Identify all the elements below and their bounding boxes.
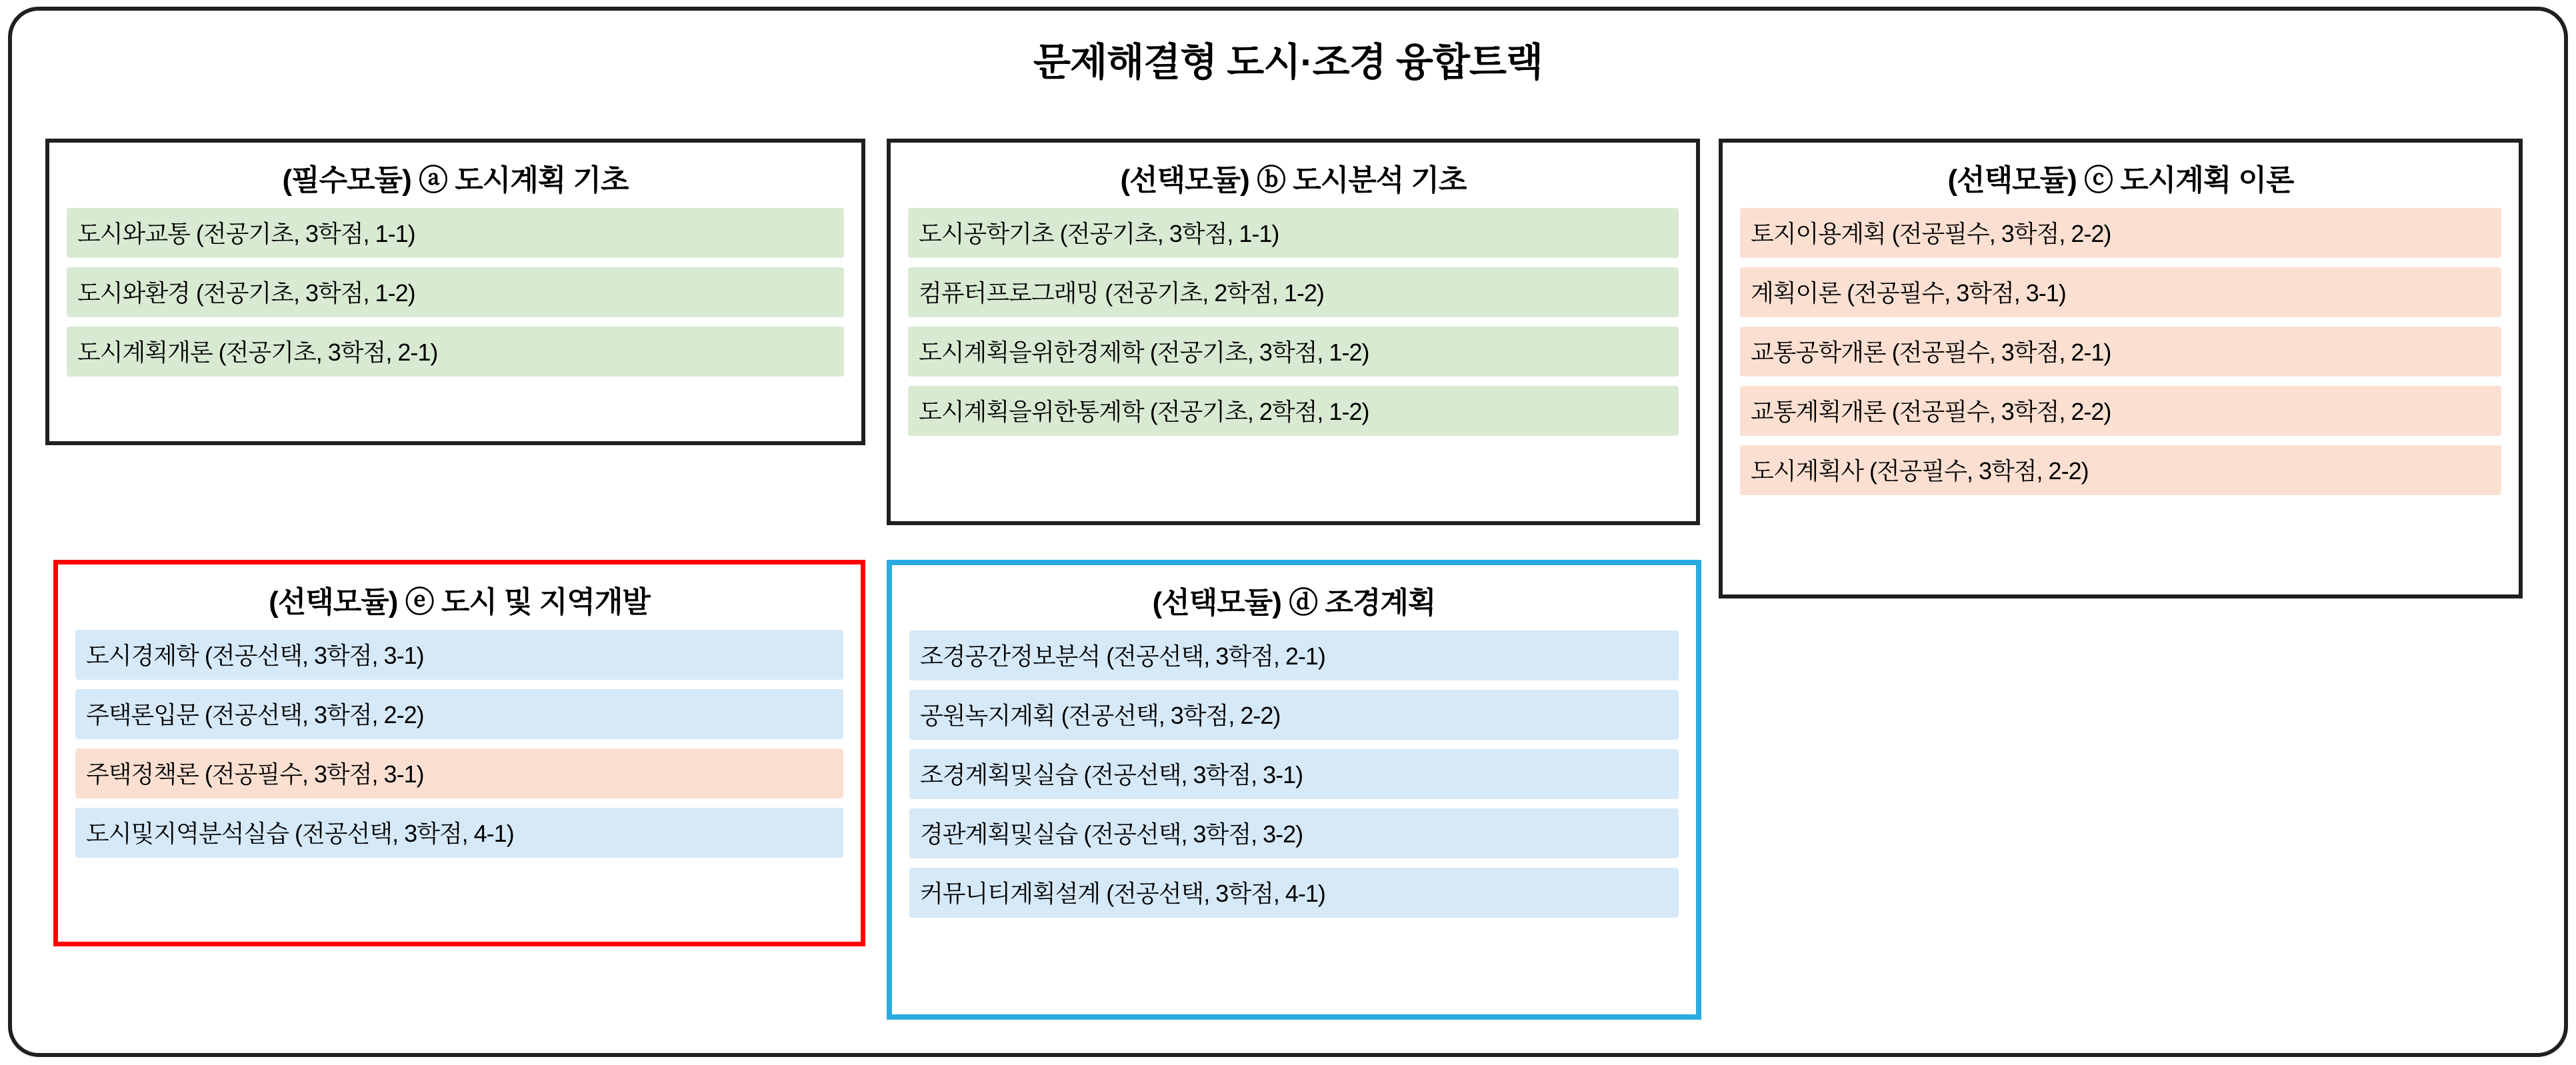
course-list-a [49, 208, 861, 391]
module-box-b [887, 139, 1700, 525]
module-box-a [45, 139, 865, 445]
course-item: 조경계획및실습 (전공선택, 3학점, 3-1) [909, 749, 1679, 799]
course-item: 도시계획을위한통계학 (전공기초, 2학점, 1-2) [908, 386, 1679, 436]
course-item: 공원녹지계획 (전공선택, 3학점, 2-2) [909, 690, 1679, 740]
course-list-b [891, 208, 1696, 451]
course-item: 도시계획사 (전공필수, 3학점, 2-2) [1740, 445, 2501, 495]
module-title-d: (선택모듈) ⓓ 조경계획 [1152, 586, 1436, 619]
module-box-d [887, 560, 1701, 1020]
module-box-c [1719, 139, 2523, 598]
course-list-d [892, 630, 1696, 932]
course-item: 조경공간정보분석 (전공선택, 3학점, 2-1) [909, 630, 1679, 680]
module-title-e: (선택모듈) ⓔ 도시 및 지역개발 [269, 586, 650, 618]
course-list-e [58, 630, 861, 872]
course-item: 교통공학개론 (전공필수, 3학점, 2-1) [1740, 327, 2501, 377]
course-item: 경관계획및실습 (전공선택, 3학점, 3-2) [909, 808, 1679, 858]
course-item: 토지이용계획 (전공필수, 3학점, 2-2) [1740, 208, 2501, 258]
course-item: 교통계획개론 (전공필수, 3학점, 2-2) [1740, 386, 2501, 436]
course-item: 컴퓨터프로그래밍 (전공기초, 2학점, 1-2) [908, 267, 1679, 317]
course-item: 도시경제학 (전공선택, 3학점, 3-1) [75, 630, 843, 680]
course-item: 커뮤니티계획설계 (전공선택, 3학점, 4-1) [909, 868, 1679, 918]
course-item: 도시와환경 (전공기초, 3학점, 1-2) [67, 267, 844, 317]
course-item: 도시계획을위한경제학 (전공기초, 3학점, 1-2) [908, 327, 1679, 377]
course-list-c [1723, 208, 2519, 510]
course-item: 도시및지역분석실습 (전공선택, 3학점, 4-1) [75, 808, 843, 858]
course-item: 도시공학기초 (전공기초, 3학점, 1-1) [908, 208, 1679, 258]
course-item: 도시계획개론 (전공기초, 3학점, 2-1) [67, 327, 844, 377]
module-title-a: (필수모듈) ⓐ 도시계획 기초 [282, 164, 629, 197]
course-item: 도시와교통 (전공기초, 3학점, 1-1) [67, 208, 844, 258]
module-box-e [53, 560, 865, 946]
module-title-c: (선택모듈) ⓒ 도시계획 이론 [1947, 164, 2294, 197]
course-item: 주택론입문 (전공선택, 3학점, 2-2) [75, 689, 843, 739]
module-title-b: (선택모듈) ⓑ 도시분석 기초 [1120, 164, 1467, 197]
page-title: 문제해결형 도시·조경 융합트랙 [1033, 41, 1543, 84]
course-item: 주택정책론 (전공필수, 3학점, 3-1) [75, 748, 843, 798]
course-item: 계획이론 (전공필수, 3학점, 3-1) [1740, 267, 2501, 317]
